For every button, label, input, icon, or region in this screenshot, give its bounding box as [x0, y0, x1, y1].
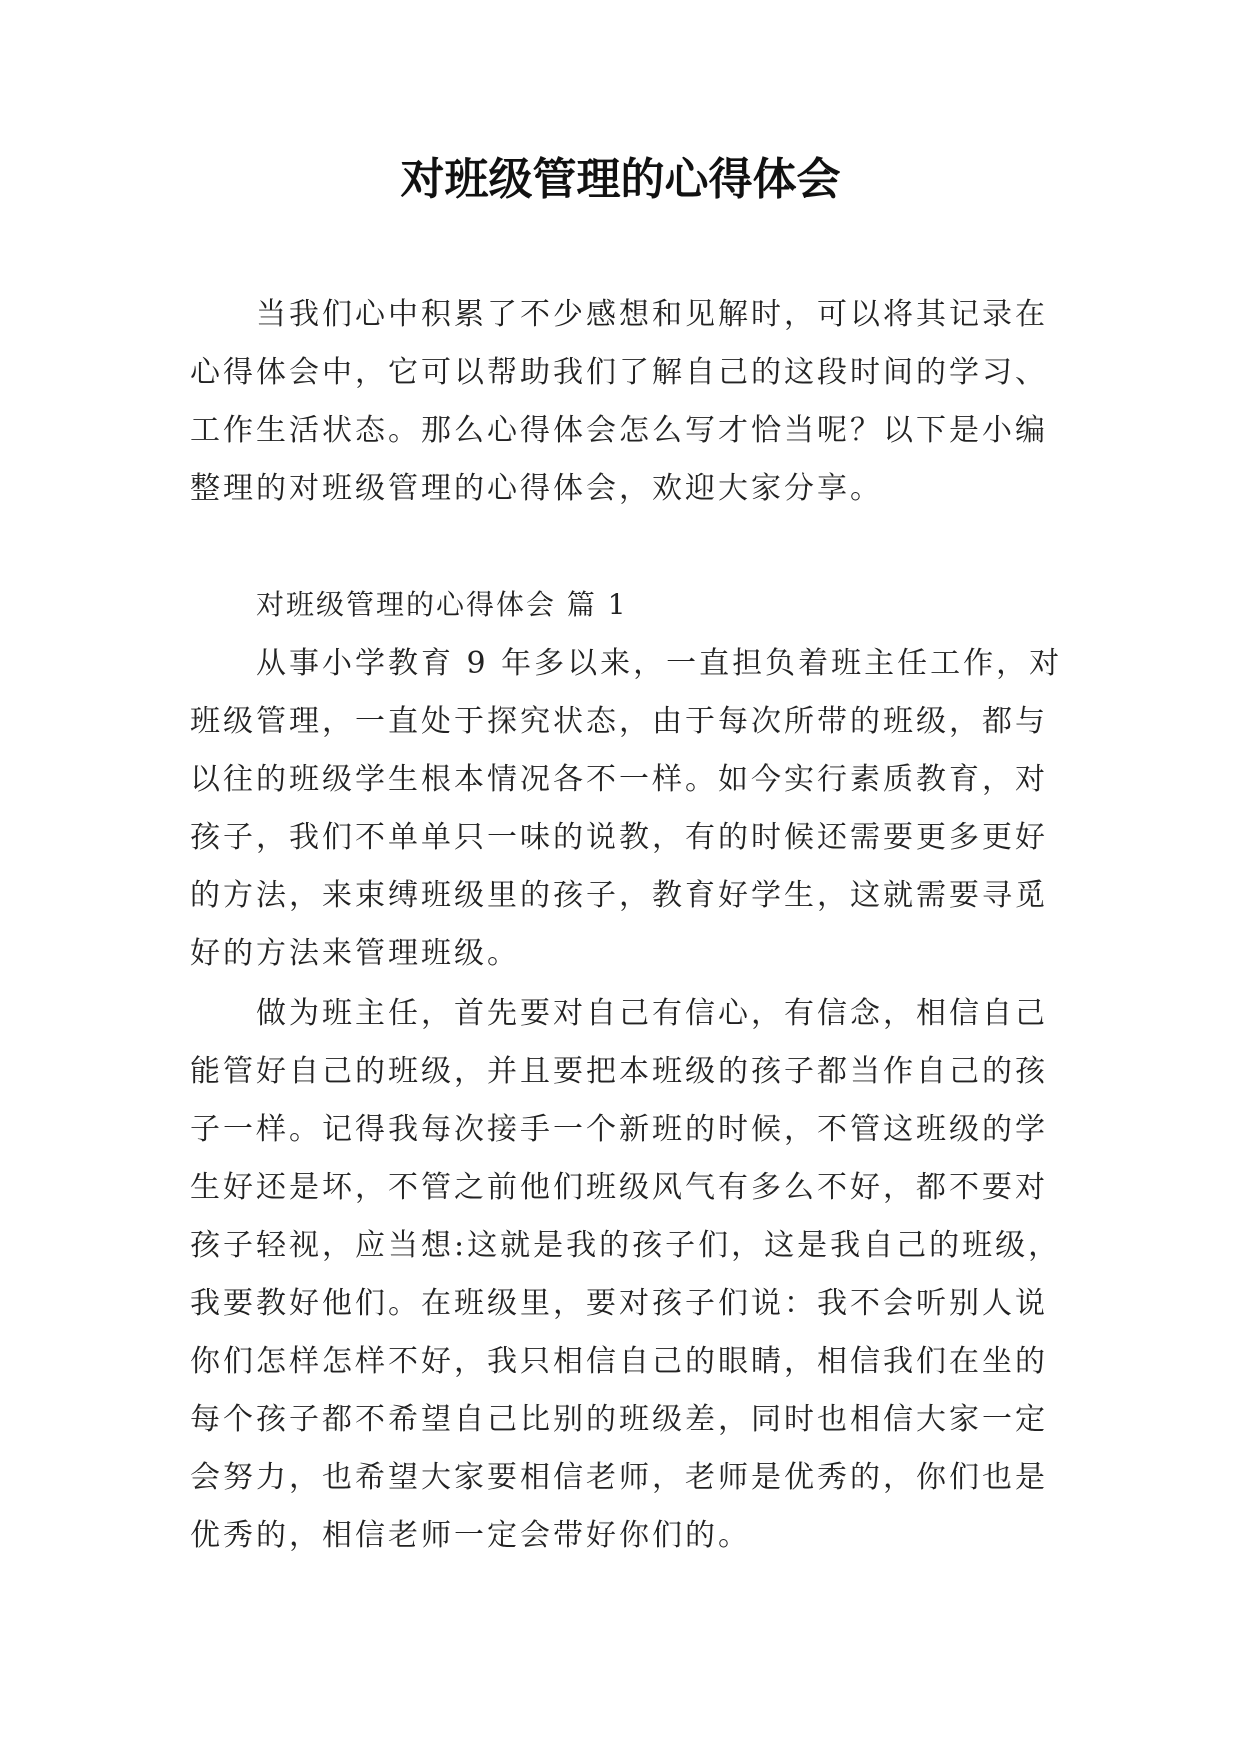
- paragraph-line: 每个孩子都不希望自己比别的班级差，同时也相信大家一定: [190, 1402, 1048, 1437]
- intro-line: 整理的对班级管理的心得体会，欢迎大家分享。: [190, 471, 883, 506]
- paragraph-line: 子一样。记得我每次接手一个新班的时候，不管这班级的学: [190, 1112, 1048, 1147]
- paragraph-line: 做为班主任，首先要对自己有信心，有信念，相信自己: [256, 996, 1048, 1031]
- paragraph-line: 生好还是坏，不管之前他们班级风气有多么不好，都不要对: [190, 1170, 1048, 1205]
- intro-paragraph: [190, 286, 1060, 518]
- paragraph-line: 能管好自己的班级，并且要把本班级的孩子都当作自己的孩: [190, 1054, 1048, 1089]
- document-title: 对班级管理的心得体会: [400, 154, 841, 205]
- paragraph-line: 以往的班级学生根本情况各不一样。如今实行素质教育，对: [190, 762, 1048, 797]
- paragraph-line: 会努力，也希望大家要相信老师，老师是优秀的，你们也是: [190, 1460, 1048, 1495]
- paragraph-line: 的方法，来束缚班级里的孩子，教育好学生，这就需要寻觅: [190, 878, 1048, 913]
- paragraph-line: 你们怎样怎样不好，我只相信自己的眼睛，相信我们在坐的: [190, 1344, 1048, 1379]
- paragraph-line: 我要教好他们。在班级里，要对孩子们说：我不会听别人说: [190, 1286, 1048, 1321]
- paragraph-1: [190, 635, 1063, 983]
- paragraph-line: 孩子，我们不单单只一味的说教，有的时候还需要更多更好: [190, 820, 1048, 855]
- paragraph-line: 班级管理，一直处于探究状态，由于每次所带的班级，都与: [190, 704, 1048, 739]
- paragraph-line: 优秀的，相信老师一定会带好你们的。: [190, 1518, 751, 1553]
- intro-line: 当我们心中积累了不少感想和见解时，可以将其记录在: [256, 297, 1048, 332]
- section-heading: 对班级管理的心得体会 篇 1: [256, 588, 628, 621]
- paragraph-2: [190, 985, 1060, 1565]
- paragraph-line: 孩子轻视，应当想:这就是我的孩子们，这是我自己的班级，: [190, 1228, 1062, 1263]
- paragraph-line: 从事小学教育 9 年多以来，一直担负着班主任工作，对: [256, 646, 1063, 681]
- intro-line: 心得体会中，它可以帮助我们了解自己的这段时间的学习、: [190, 355, 1048, 390]
- intro-line: 工作生活状态。那么心得体会怎么写才恰当呢？以下是小编: [190, 413, 1048, 448]
- paragraph-line: 好的方法来管理班级。: [190, 936, 520, 971]
